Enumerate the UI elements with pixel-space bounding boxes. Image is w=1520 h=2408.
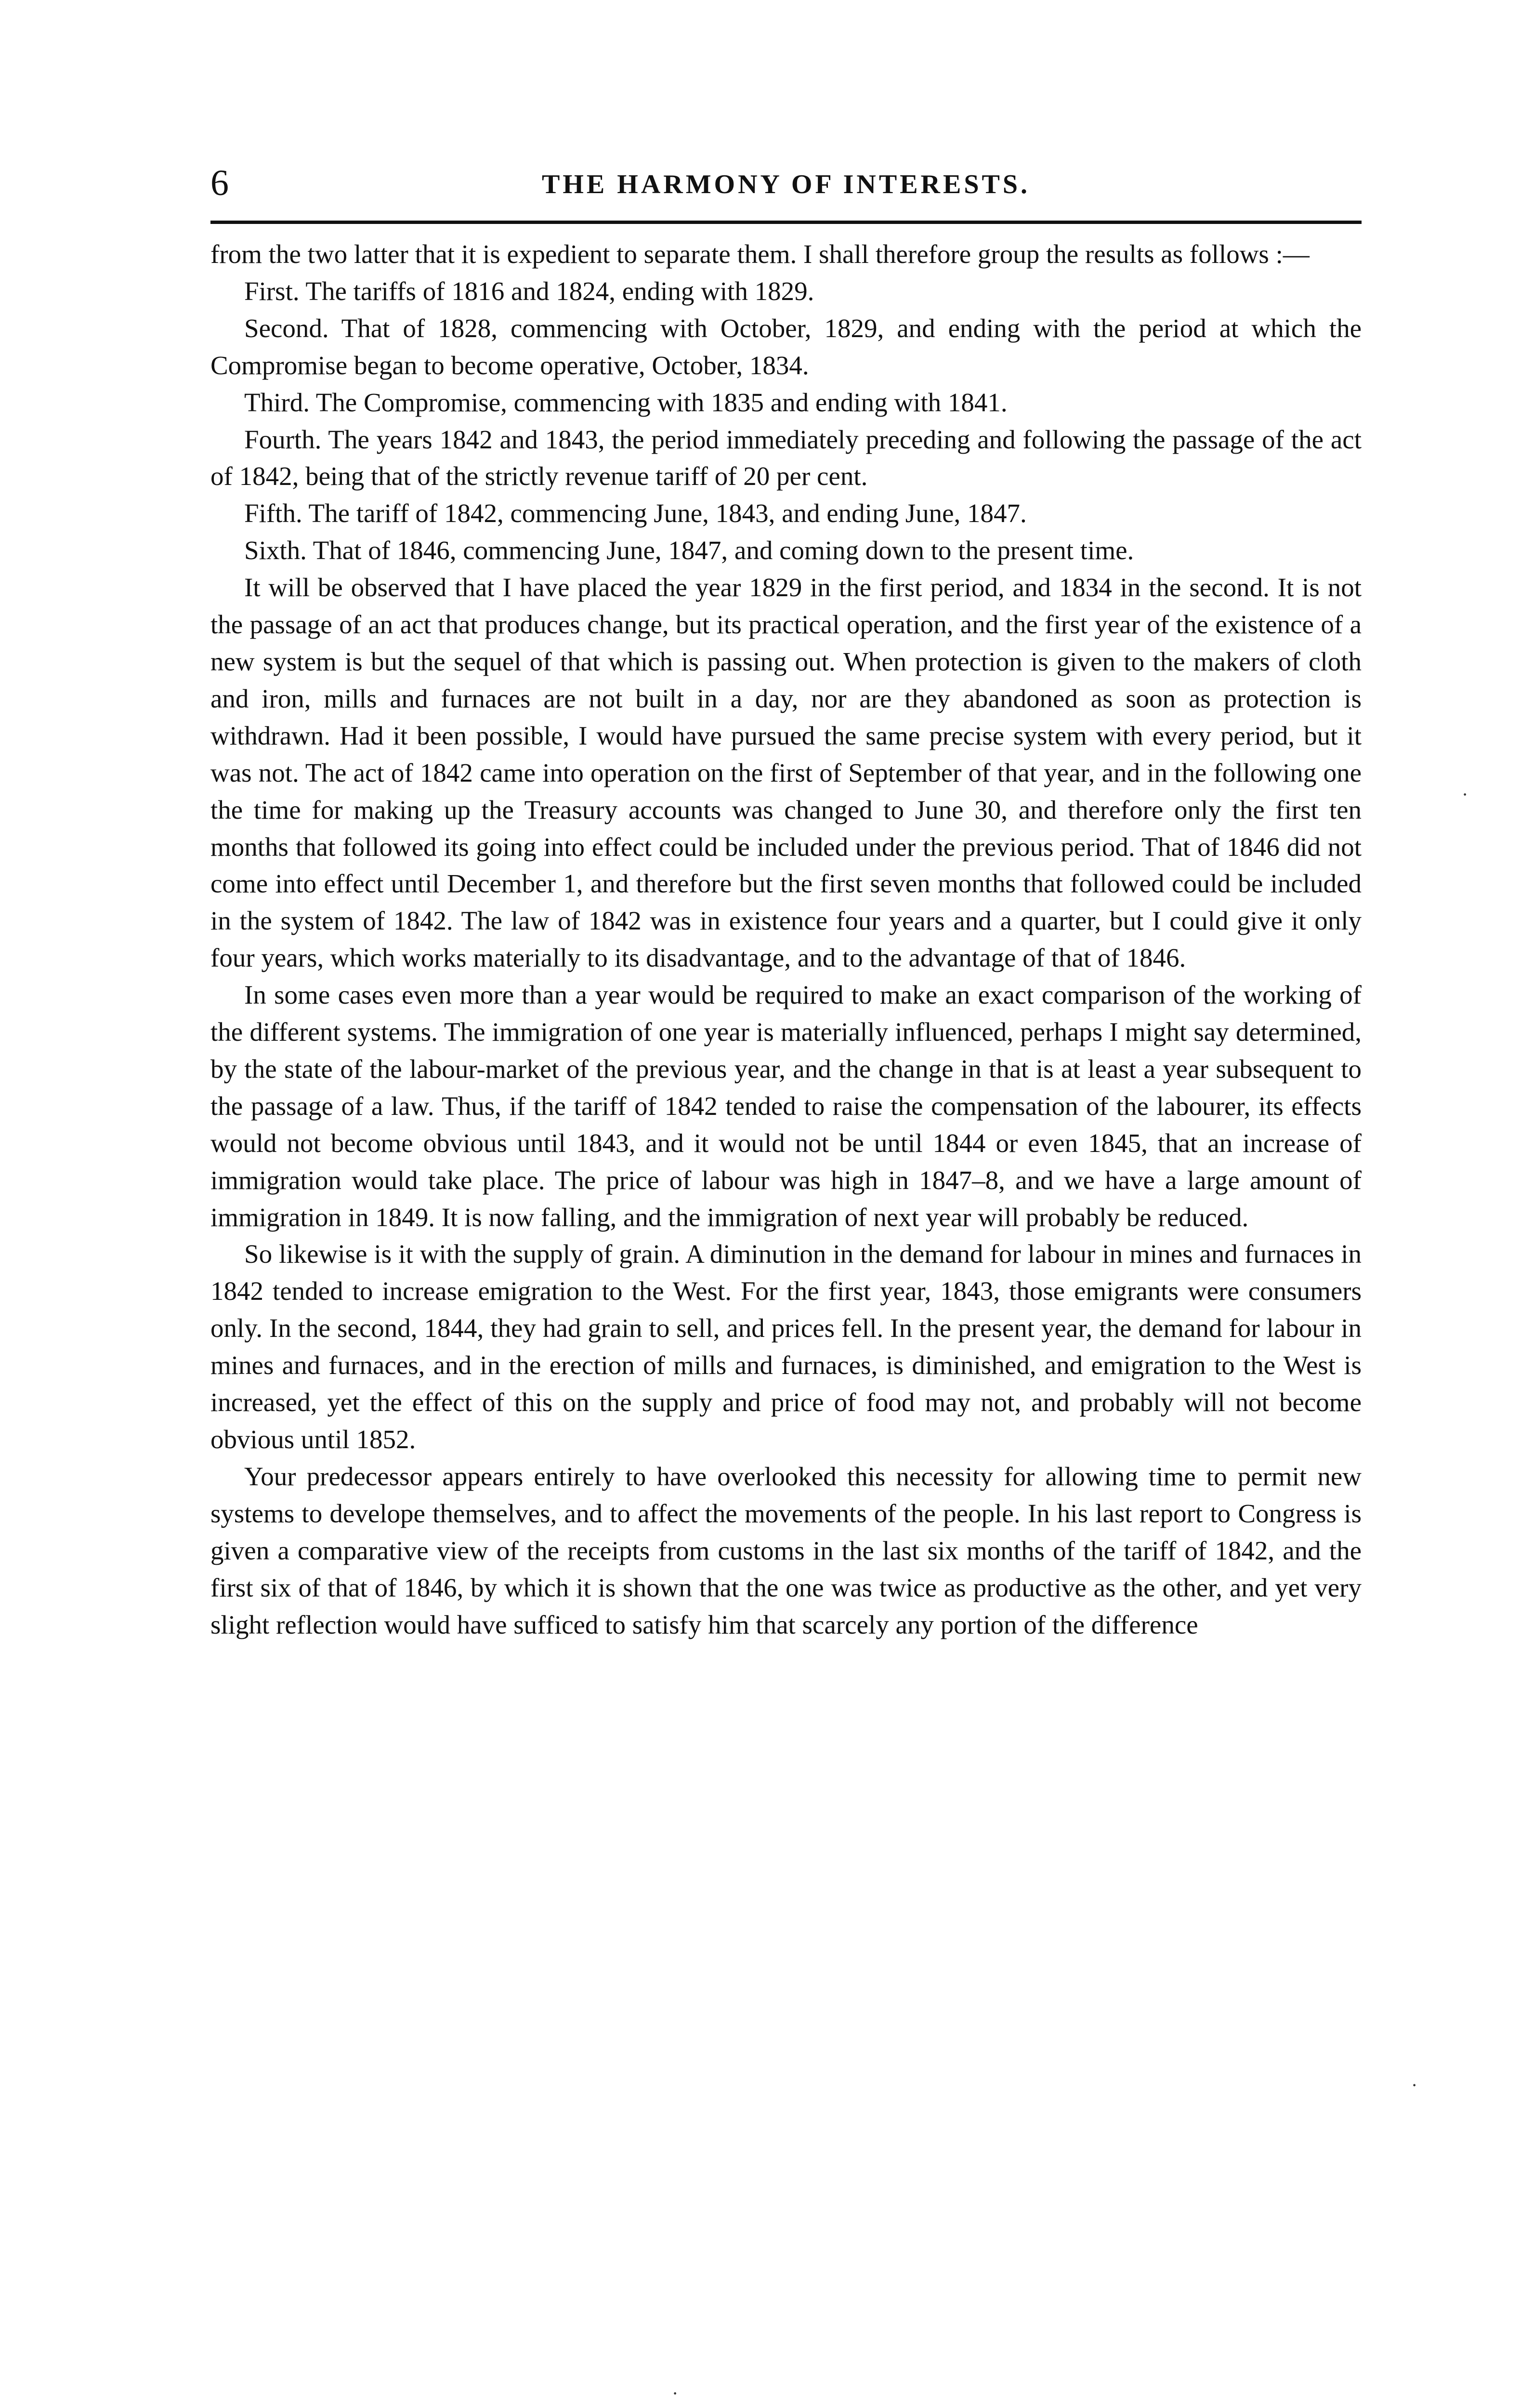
- running-head: THE HARMONY OF INTERESTS.: [542, 170, 1030, 199]
- margin-speck: ·: [1411, 2074, 1418, 2096]
- paragraph-second-period: Second. That of 1828, commencing with October, 1829, and ending with the period at which the Compromise began to become operative, October, 1834.: [210, 313, 1362, 380]
- body-text: [210, 236, 1362, 1643]
- paragraph-predecessor: Your predecessor appears entirely to have overlooked this necessity for allowing time to permit new systems to develope themselves, and to affect the movements of the people. In his last report to Congress is given a comparative view of the receipts from customs in the last six months of the tariff of 1842, and the first six of that of 1846, by which it is shown that the one was twice as productive as the other, and yet very slight reflection would have sufficed to satisfy him that scarcely any portion of the difference: [210, 1461, 1362, 1639]
- paragraph-fourth-period: Fourth. The years 1842 and 1843, the period immediately preceding and following the passage of the act of 1842, being that of the strictly revenue tariff of 20 per cent.: [210, 424, 1362, 491]
- paragraph-first-period: First. The tariffs of 1816 and 1824, ending with 1829.: [244, 276, 814, 306]
- paragraph-fifth-period: Fifth. The tariff of 1842, commencing June, 1843, and ending June, 1847.: [244, 498, 1027, 528]
- margin-speck: ·: [1462, 784, 1468, 805]
- paragraph-observation: It will be observed that I have placed the year 1829 in the first period, and 1834 in the second. It is not the passage of an act that produces change, but its practical operation, and the first year of the existence of a new system is but the sequel of that which is passing out. When protection is given to the makers of cloth and iron, mills and furnaces are not built in a day, nor are they abandoned as soon as protection is withdrawn. Had it been possible, I would have pursued the same precise system with every period, but it was not. The act of 1842 came into operation on the first of September of that year, and in the following one the time for making up the Treasury accounts was changed to June 30, and therefore only the first ten months that followed its going into effect could be included under the previous period. That of 1846 did not come into effect until December 1, and therefore but the first seven months that followed could be included in the system of 1842. The law of 1842 was in existence four years and a quarter, but I could give it only four years, which works materially to its disadvantage, and to the advantage of that of 1846.: [210, 573, 1362, 973]
- margin-speck: ·: [672, 2382, 679, 2404]
- paragraph-third-period: Third. The Compromise, commencing with 1835 and ending with 1841.: [244, 387, 1008, 417]
- paragraph-continuation: from the two latter that it is expedient to separate them. I shall therefore group the results as follows :—: [210, 239, 1310, 269]
- paragraph-grain-supply: So likewise is it with the supply of grain. A diminution in the demand for labour in mines and furnaces in 1842 tended to increase emigration to the West. For the first year, 1843, those emigrants were consumers only. In the second, 1844, they had grain to sell, and prices fell. In the present year, the demand for labour in mines and furnaces, and in the erection of mills and furnaces, is diminished, and emigration to the West is increased, yet the effect of this on the supply and price of food may not, and probably will not become obvious until 1852.: [210, 1239, 1362, 1454]
- page-header: [210, 159, 1362, 212]
- header-rule: [210, 221, 1362, 224]
- paragraph-sixth-period: Sixth. That of 1846, commencing June, 1847, and coming down to the present time.: [244, 536, 1134, 565]
- paragraph-immigration: In some cases even more than a year would be required to make an exact comparison of the working of the different systems. The immigration of one year is materially influenced, perhaps I might say determined, by the state of the labour-market of the previous year, and the change in that is at least a year subsequent to the passage of a law. Thus, if the tariff of 1842 tended to raise the compensation of the labourer, its effects would not become obvious until 1843, and it would not be until 1844 or even 1845, that an increase of immigration would take place. The price of labour was high in 1847–8, and we have a large amount of immigration in 1849. It is now falling, and the immigration of next year will probably be reduced.: [210, 980, 1362, 1232]
- page-number: 6: [210, 163, 229, 203]
